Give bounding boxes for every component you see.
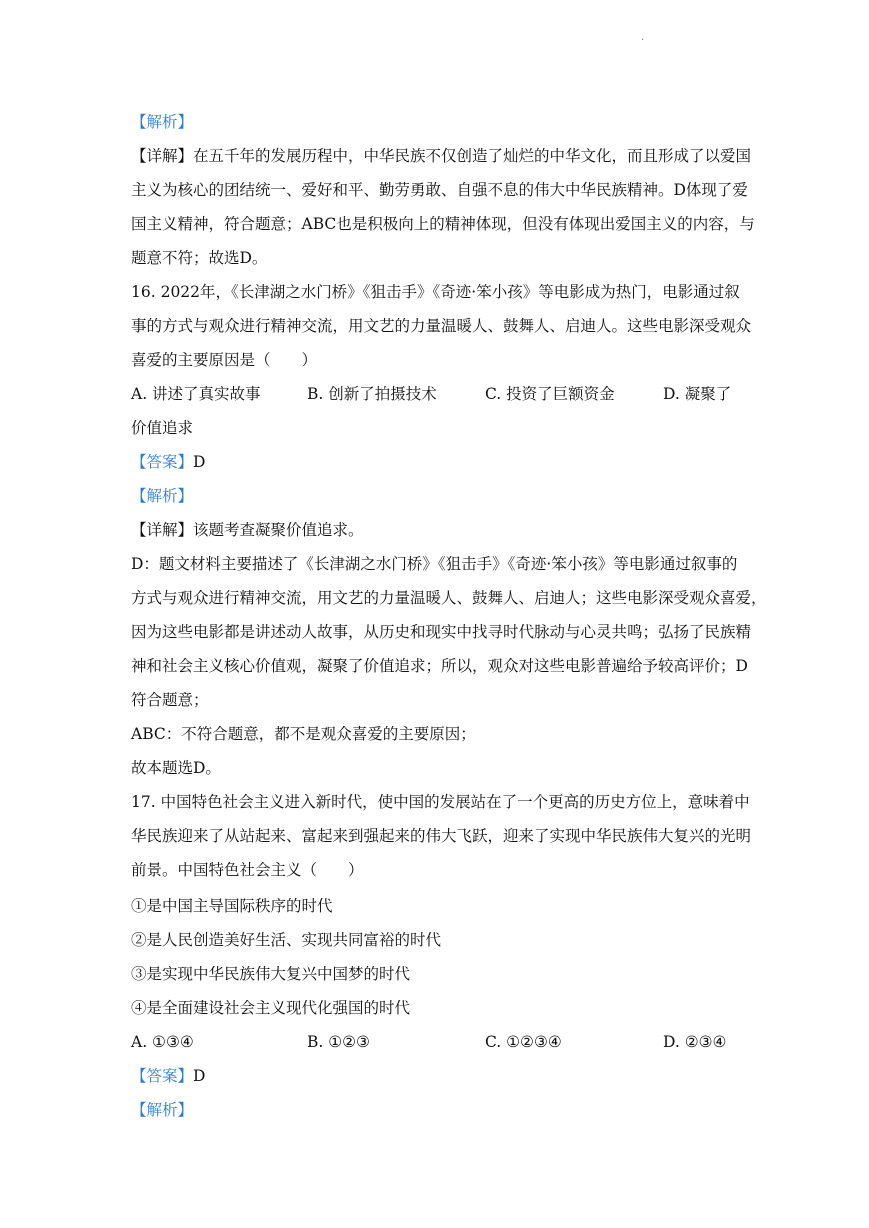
q16-explanation-line: D：题文材料主要描述了《长津湖之水门桥》《狙击手》《奇迹·笨小孩》等电影通过叙事的 [131,555,738,573]
q17-option-b: B. ①②③ [307,1033,370,1051]
analysis-tag: 【解析】 [131,1101,194,1119]
q16-stem-line: 喜爱的主要原因是（ ） [131,351,318,369]
q15-detail-line: 主义为核心的团结统一、爱好和平、勤劳勇敢、自强不息的伟大中华民族精神。D体现了爱 [131,181,748,199]
q16-explanation-line: 故本题选D。 [131,759,221,777]
q16-option-c: C. 投资了巨额资金 [485,385,615,403]
q16-stem-line: 16. 2022年，《长津湖之水门桥》《狙击手》《奇迹·笨小孩》等电影成为热门，电影通过叙 [131,283,740,301]
detail-tag: 【详解】 [131,147,194,165]
q16-stem-line: 事的方式与观众进行精神交流，用文艺的力量温暖人、鼓舞人、启迪人。这些电影深受观众 [131,317,752,335]
q16-detail-line: 【详解】该题考查凝聚价值追求。 [131,521,364,539]
q16-option-d: D. 凝聚了 [663,385,732,403]
q17-option-c: C. ①②③④ [485,1033,562,1051]
q16-option-d-continued: 价值追求 [131,419,194,437]
q17-item-4: ④是全面建设社会主义现代化强国的时代 [131,999,411,1017]
q17-stem-line: 华民族迎来了从站起来、富起来到强起来的伟大飞跃，迎来了实现中华民族伟大复兴的光明 [131,827,752,845]
q16-option-b: B. 创新了拍摄技术 [307,385,437,403]
q15-detail-line: 【详解】在五千年的发展历程中，中华民族不仅创造了灿烂的中华文化，而且形成了以爱国 [131,147,752,165]
q16-explanation-line: 神和社会主义核心价值观，凝聚了价值追求；所以，观众对这些电影普遍给予较高评价；D [131,657,748,675]
q17-item-1: ①是中国主导国际秩序的时代 [131,897,333,915]
q16-explanation-line: 因为这些电影都是讲述动人故事，从历史和现实中找寻时代脉动与心灵共鸣；弘扬了民族精 [131,623,752,641]
analysis-tag: 【解析】 [131,487,194,505]
answer-tag: 【答案】 [131,453,194,471]
q17-item-3: ③是实现中华民族伟大复兴中国梦的时代 [131,965,411,983]
q17-answer-line: 【答案】D [131,1067,206,1085]
q16-explanation-line: 方式与观众进行精神交流，用文艺的力量温暖人、鼓舞人、启迪人；这些电影深受观众喜爱， [131,589,767,607]
q16-explanation-line: 符合题意； [131,691,209,709]
detail-tag: 【详解】 [131,521,194,539]
analysis-tag: 【解析】 [131,113,194,131]
q16-option-a: A. 讲述了真实故事 [131,385,261,403]
header-mark: . [641,32,645,43]
q17-stem-line: 前景。中国特色社会主义（ ） [131,861,364,879]
q15-detail-line: 国主义精神，符合题意；ABC也是积极向上的精神体现，但没有体现出爱国主义的内容，与 [131,215,755,233]
q17-stem-line: 17. 中国特色社会主义进入新时代，使中国的发展站在了一个更高的历史方位上，意味着中 [131,793,750,811]
q17-item-2: ②是人民创造美好生活、实现共同富裕的时代 [131,931,442,949]
q16-answer-line: 【答案】D [131,453,206,471]
q17-option-a: A. ①③④ [131,1033,194,1051]
q15-detail-line: 题意不符；故选D。 [131,249,268,267]
answer-tag: 【答案】 [131,1067,194,1085]
q16-explanation-line: ABC：不符合题意，都不是观众喜爱的主要原因； [131,725,476,743]
q17-option-d: D. ②③④ [663,1033,727,1051]
